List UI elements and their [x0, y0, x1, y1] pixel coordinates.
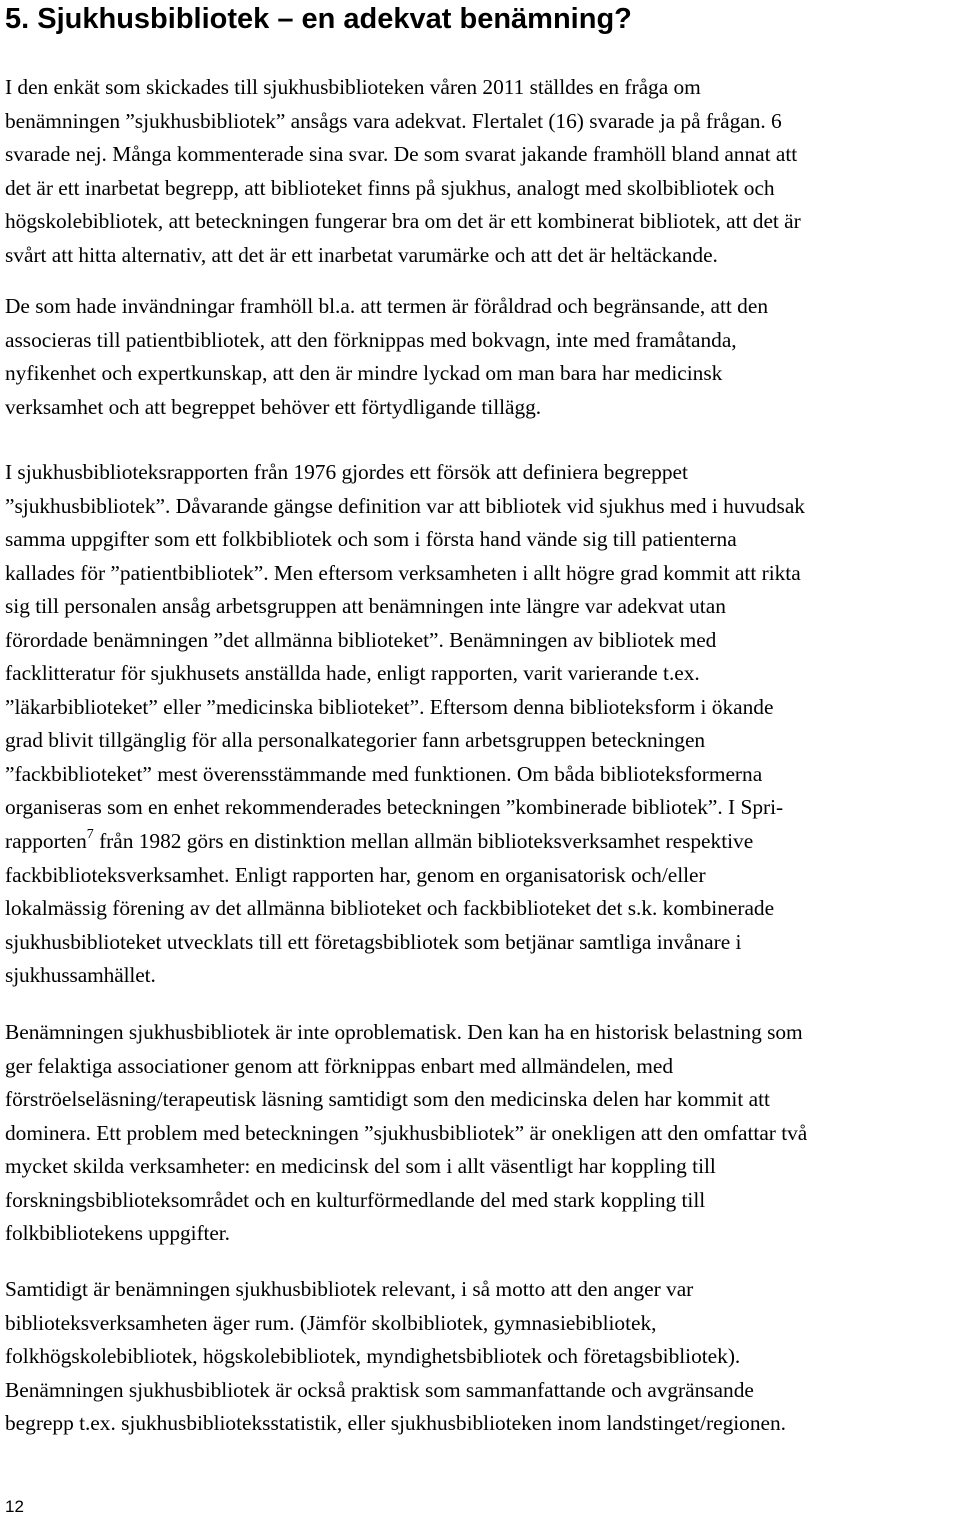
text-line: De som hade invändningar framhöll bl.a. att termen är föråldrad och begränsande, att den: [5, 294, 768, 318]
paragraph-relevant: [5, 1273, 960, 1441]
text-line: Benämningen sjukhusbibliotek är också praktisk som sammanfattande och avgränsande: [5, 1377, 754, 1402]
text-line: I sjukhusbiblioteksrapporten från 1976 gjordes ett försök att definiera begreppet: [5, 460, 688, 484]
text-segment: från 1982 görs en distinktion mellan allmän biblioteksverksamhet respektive: [93, 829, 754, 854]
text-line: kallades för ”patientbibliotek”. Men eftersom verksamheten i allt högre grad kommit att rikta: [5, 560, 801, 585]
text-line: mycket skilda verksamheter: en medicinsk del som i allt väsentligt har koppling till: [5, 1154, 716, 1179]
text-line: högskolebibliotek, att beteckningen fungerar bra om det är ett kombinerat bibliotek, att det är: [5, 209, 801, 234]
text-line: ”fackbiblioteket” mest överensstämmande med funktionen. Om båda biblioteksformerna: [5, 761, 763, 786]
text-line: fackbiblioteksverksamhet. Enligt rapporten har, genom en organisatorisk och/eller: [5, 862, 706, 887]
text-line-with-footnote: [5, 825, 960, 859]
text-line: svårt att hitta alternativ, att det är ett inarbetat varumärke och att det är heltäckande.: [5, 242, 718, 267]
text-line: folkbibliotekens uppgifter.: [5, 1221, 230, 1246]
text-line: det är ett inarbetat begrepp, att biblioteket finns på sjukhus, analogt med skolbibliotek och: [5, 175, 775, 200]
paragraph-problematic: [5, 1016, 960, 1251]
text-line: ”läkarbiblioteket” eller ”medicinska biblioteket”. Eftersom denna biblioteksform i ökande: [5, 694, 774, 719]
text-line: Benämningen sjukhusbibliotek är inte oproblematisk. Den kan ha en historisk belastning som: [5, 1020, 803, 1044]
paragraph-objections: [5, 290, 960, 424]
text-line: lokalmässig förening av det allmänna biblioteket och fackbiblioteket det s.k. kombinerade: [5, 896, 775, 921]
text-line: forskningsbiblioteksområdet och en kulturförmedlande del med stark koppling till: [5, 1187, 706, 1212]
paragraph-survey-intro: [5, 71, 960, 272]
text-line: biblioteksverksamheten äger rum. (Jämför skolbibliotek, gymnasiebibliotek,: [5, 1310, 657, 1335]
text-line: facklitteratur för sjukhusets anställda hade, enligt rapporten, varit varierande t.ex.: [5, 661, 700, 686]
footnote-reference: 7: [86, 826, 94, 842]
text-line: organiseras som en enhet rekommenderades beteckningen ”kombinerade bibliotek”. I Spri-: [5, 795, 784, 820]
text-line: sjukhussamhället.: [5, 963, 156, 988]
text-line: ”sjukhusbibliotek”. Dåvarande gängse definition var att bibliotek vid sjukhus med i huvudsak: [5, 493, 805, 518]
text-line: sjukhusbiblioteket utvecklats till ett företagsbibliotek som betjänar samtliga invånare i: [5, 929, 742, 954]
text-line: folkhögskolebibliotek, högskolebibliotek, myndighetsbibliotek och företagsbibliotek).: [5, 1344, 741, 1369]
text-line: nyfikenhet och expertkunskap, att den är mindre lyckad om man bara har medicinsk: [5, 361, 723, 386]
text-segment: rapporten: [5, 829, 87, 854]
text-line: dominera. Ett problem med beteckningen ”sjukhusbibliotek” är onekligen att den omfattar två: [5, 1120, 808, 1145]
text-line: benämningen ”sjukhusbibliotek” ansågs vara adekvat. Flertalet (16) svarade ja på frågan. 6: [5, 108, 782, 133]
text-line: associeras till patientbibliotek, att den förknippas med bokvagn, inte med framåtanda,: [5, 327, 737, 352]
text-line: förströelseläsning/terapeutisk läsning samtidigt som den medicinska delen har kommit att: [5, 1087, 770, 1112]
paragraph-1976-report: [5, 456, 960, 993]
text-line: I den enkät som skickades till sjukhusbiblioteken våren 2011 ställdes en fråga om: [5, 75, 701, 99]
section-heading: 5. Sjukhusbibliotek – en adekvat benämning?: [5, 3, 632, 35]
page-number: 12: [5, 1497, 24, 1516]
text-line: Samtidigt är benämningen sjukhusbibliotek relevant, i så motto att den anger var: [5, 1277, 694, 1301]
text-line: verksamhet och att begreppet behöver ett förtydligande tillägg.: [5, 394, 542, 419]
text-line: grad blivit tillgänglig för alla personalkategorier fann arbetsgruppen beteckningen: [5, 728, 706, 753]
text-line: samma uppgifter som ett folkbibliotek och som i första hand vände sig till patienterna: [5, 527, 737, 552]
text-line: ger felaktiga associationer genom att förknippas enbart med allmändelen, med: [5, 1053, 674, 1078]
text-line: begrepp t.ex. sjukhusbiblioteksstatistik, eller sjukhusbiblioteken inom landstinget/regionen.: [5, 1411, 786, 1436]
text-line: svarade nej. Många kommenterade sina svar. De som svarat jakande framhöll bland annat att: [5, 142, 798, 167]
text-line: förordade benämningen ”det allmänna biblioteket”. Benämningen av bibliotek med: [5, 627, 717, 652]
text-line: sig till personalen ansåg arbetsgruppen att benämningen inte längre var adekvat utan: [5, 594, 726, 619]
